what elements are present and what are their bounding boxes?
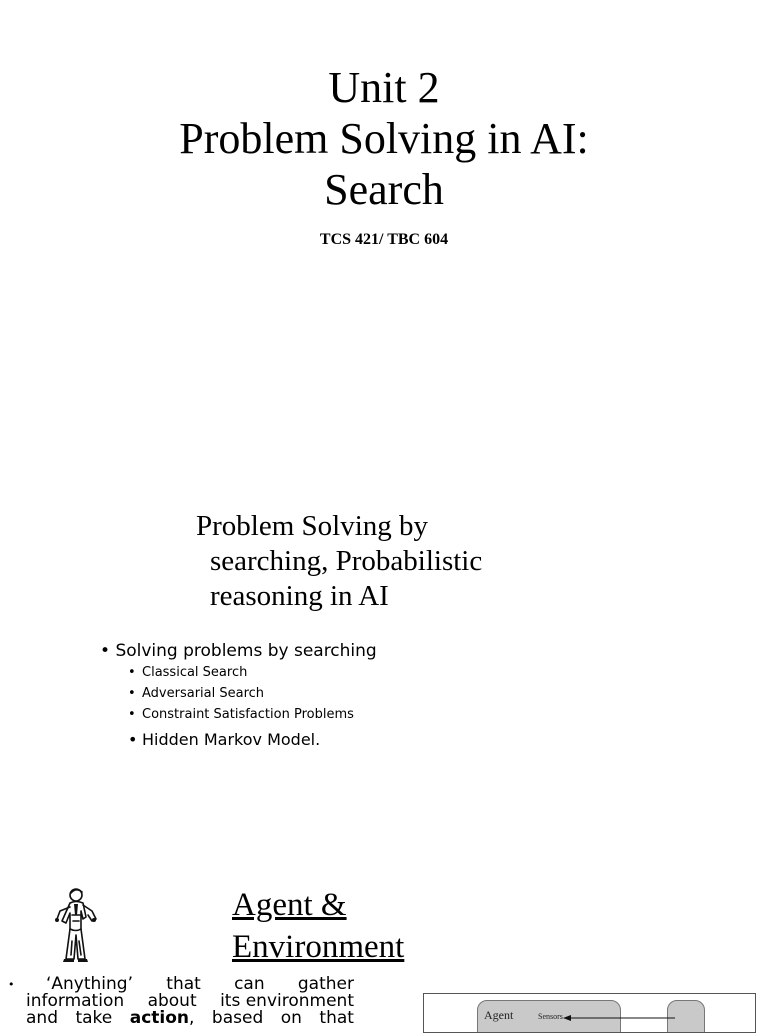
topic-list (100, 640, 377, 755)
bullet-icon: • (128, 686, 136, 701)
slide-title (0, 62, 768, 215)
list-item (100, 640, 377, 662)
agent-environment-heading (232, 884, 404, 968)
title-line-2: Problem Solving in AI: (179, 114, 589, 163)
arrow-left-icon (562, 1013, 677, 1023)
bullet-icon: • (8, 978, 15, 991)
list-item-label: Classical Search (142, 665, 248, 680)
sensors-label: Sensors (538, 1012, 563, 1021)
heading-line-1: Agent & (232, 887, 347, 923)
agent-definition-text (8, 976, 354, 1027)
list-item (100, 662, 377, 683)
course-code: TCS 421/ TBC 604 (319, 231, 449, 248)
list-item (100, 725, 377, 755)
action-keyword: action (129, 1008, 190, 1028)
heading-line-1: Problem Solving by (196, 510, 429, 542)
title-line-1: Unit 2 (328, 63, 440, 112)
heading-line-3: reasoning in AI (210, 580, 389, 612)
list-item-label: Adversarial Search (142, 686, 265, 701)
text-line: and take action, based on that (26, 1008, 354, 1028)
slide2-heading (196, 509, 482, 614)
list-item-label: Solving problems by searching (115, 641, 377, 661)
agent-environment-diagram (423, 993, 756, 1033)
bullet-icon: • (128, 730, 138, 749)
list-item (100, 704, 377, 725)
agent-label: Agent (484, 1008, 514, 1022)
bullet-icon: • (100, 641, 111, 661)
list-item-label: Hidden Markov Model. (142, 730, 321, 749)
agent-figure-icon (52, 885, 102, 963)
text-line: ‘Anything’ that can gather (46, 974, 354, 994)
heading-line-2: searching, Probabilistic (210, 545, 483, 577)
bullet-icon: • (128, 707, 136, 722)
list-item-label: Constraint Satisfaction Problems (142, 707, 354, 722)
heading-line-2: Environment (232, 929, 405, 965)
list-item (100, 683, 377, 704)
bullet-icon: • (128, 665, 136, 680)
text-line: information about its environment (26, 991, 354, 1011)
title-line-3: Search (324, 165, 444, 214)
